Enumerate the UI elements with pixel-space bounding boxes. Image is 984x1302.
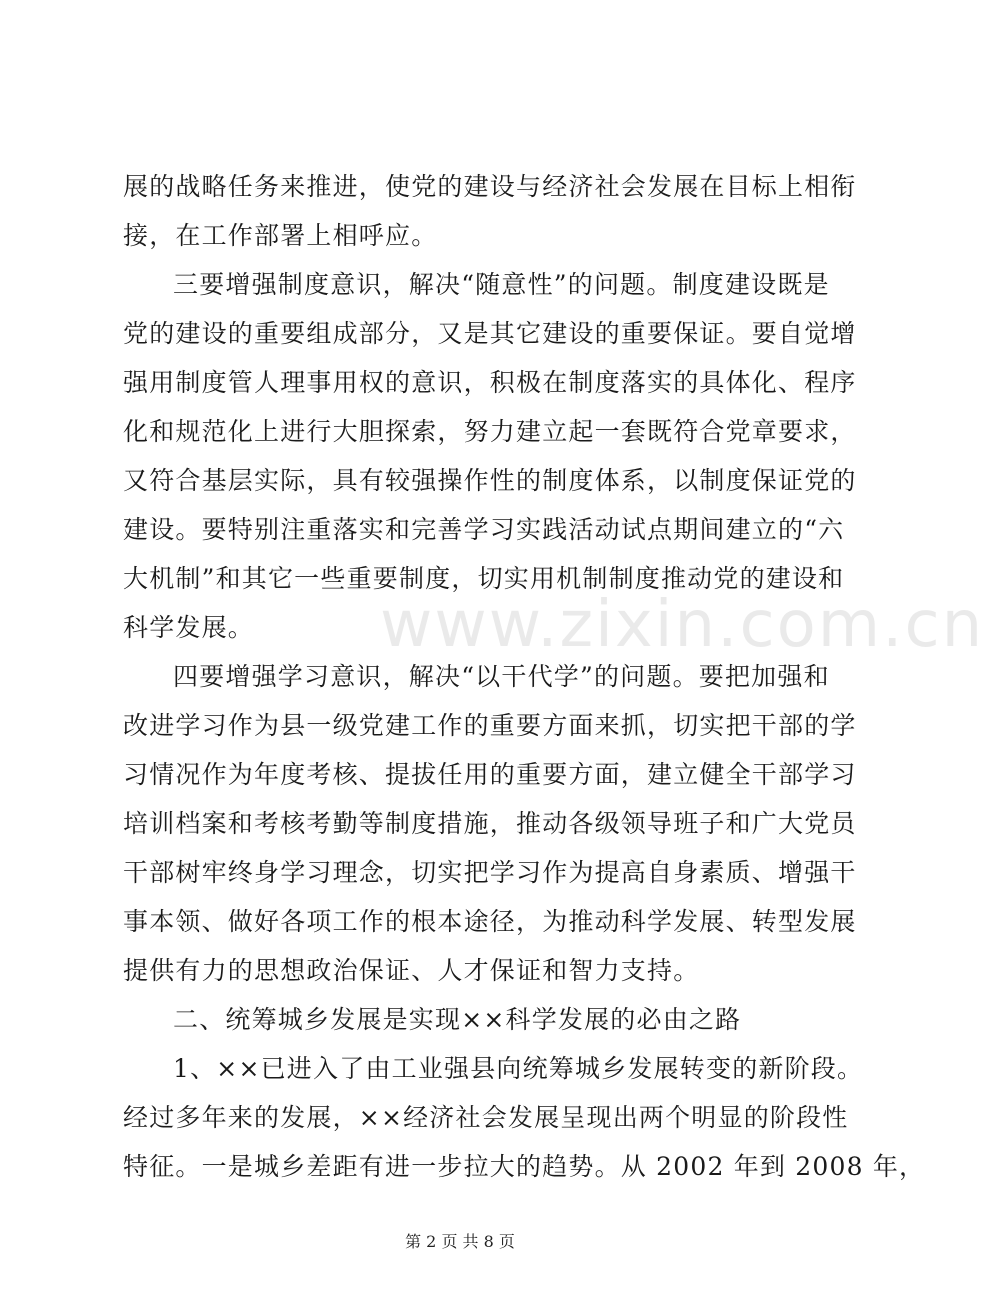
- watermark: www.zixin.com.cn: [380, 588, 984, 662]
- body-line: 事本领、做好各项工作的根本途径，为推动科学发展、转型发展: [123, 907, 857, 936]
- body-line: 化和规范化上进行大胆探索，努力建立起一套既符合党章要求，: [123, 417, 857, 446]
- body-line: 经过多年来的发展，××经济社会发展呈现出两个明显的阶段性: [123, 1103, 849, 1132]
- body-line: 培训档案和考核考勤等制度措施，推动各级领导班子和广大党员: [123, 809, 857, 838]
- body-line: 又符合基层实际，具有较强操作性的制度体系，以制度保证党的: [123, 466, 857, 495]
- body-line: 特征。一是城乡差距有进一步拉大的趋势。从 2002 年到 2008 年，: [123, 1152, 926, 1181]
- body-line: 改进学习作为县一级党建工作的重要方面来抓，切实把干部的学: [123, 711, 857, 740]
- body-line: 大机制”和其它一些重要制度，切实用机制制度推动党的建设和: [123, 564, 845, 593]
- body-line: 习情况作为年度考核、提拔任用的重要方面，建立健全干部学习: [123, 760, 857, 789]
- body-line: 建设。要特别注重落实和完善学习实践活动试点期间建立的“六: [123, 515, 845, 544]
- section-heading: 二、统筹城乡发展是实现××科学发展的必由之路: [173, 1005, 742, 1034]
- paragraph-start: 四要增强学习意识，解决“以干代学”的问题。要把加强和: [173, 662, 830, 691]
- paragraph-start: 1、××已进入了由工业强县向统筹城乡发展转变的新阶段。: [173, 1054, 864, 1083]
- page-footer: 第 2 页 共 8 页: [405, 1232, 515, 1251]
- body-line: 提供有力的思想政治保证、人才保证和智力支持。: [123, 956, 700, 985]
- body-line: 展的战略任务来推进，使党的建设与经济社会发展在目标上相衔: [123, 172, 857, 201]
- body-line: 接，在工作部署上相呼应。: [123, 221, 438, 250]
- body-line: 强用制度管人理事用权的意识，积极在制度落实的具体化、程序: [123, 368, 857, 397]
- paragraph-start: 三要增强制度意识，解决“随意性”的问题。制度建设既是: [173, 270, 830, 299]
- body-line: 干部树牢终身学习理念，切实把学习作为提高自身素质、增强干: [123, 858, 857, 887]
- body-line: 党的建设的重要组成部分，又是其它建设的重要保证。要自觉增: [123, 319, 857, 348]
- body-line: 科学发展。: [123, 613, 255, 642]
